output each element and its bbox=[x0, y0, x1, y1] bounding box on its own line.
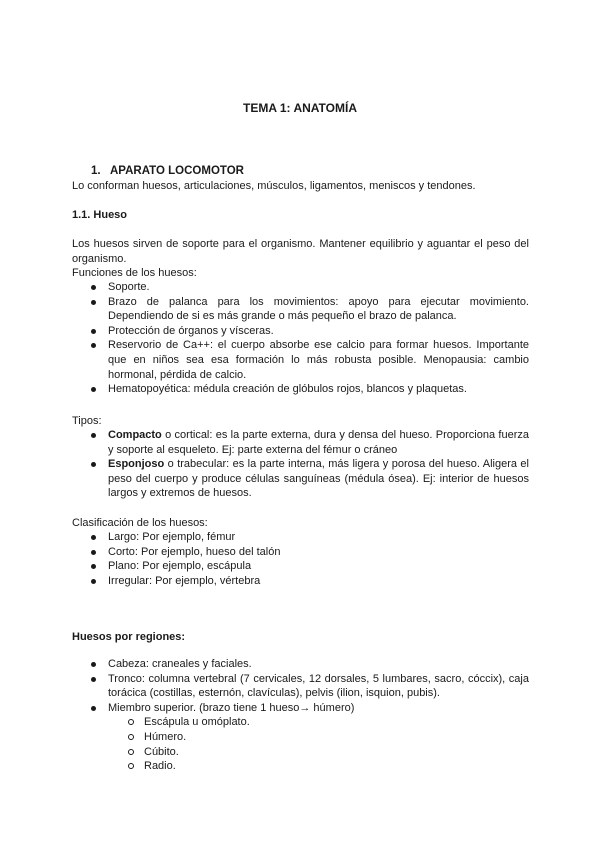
list-item bbox=[72, 701, 529, 774]
list-item bbox=[72, 428, 529, 457]
regiones-list bbox=[72, 657, 529, 774]
tipo-term: Esponjoso bbox=[108, 458, 165, 471]
sublist-item: Radio. bbox=[108, 759, 529, 774]
list-item: Plano: Por ejemplo, escápula bbox=[72, 559, 529, 574]
clasificacion-list bbox=[72, 530, 529, 588]
list-item: Largo: Por ejemplo, fémur bbox=[72, 530, 529, 545]
section-heading-text: APARATO LOCOMOTOR bbox=[110, 165, 244, 177]
list-item: Hematopoyética: médula creación de glóbulos rojos, blancos y plaquetas. bbox=[72, 382, 529, 397]
tipo-description: o cortical: es la parte externa, dura y densa del hueso. Proporciona fuerza y soporte al esqueleto. Ej: parte externa del fémur o cráneo bbox=[108, 429, 529, 456]
section-heading-aparato-locomotor bbox=[91, 164, 244, 179]
list-item: Brazo de palanca para los movimientos: apoyo para ejecutar movimiento. Dependiendo de si es más grande o más pequeño el brazo de palanca. bbox=[72, 295, 529, 324]
clasificacion-label: Clasificación de los huesos: bbox=[72, 517, 208, 529]
tipo-description: o trabecular: es la parte interna, más ligera y porosa del hueso. Aligera el peso del cuerpo y produce células sanguíneas (médula ósea). Ej: interior de huesos largos y extremos de huesos. bbox=[108, 458, 529, 500]
funciones-label: Funciones de los huesos: bbox=[72, 267, 197, 279]
hueso-paragraph: Los huesos sirven de soporte para el organismo. Mantener equilibrio y aguantar el peso del organismo. bbox=[72, 238, 529, 265]
list-item: Corto: Por ejemplo, hueso del talón bbox=[72, 545, 529, 560]
tipo-term: Compacto bbox=[108, 429, 162, 441]
funciones-list bbox=[72, 280, 529, 397]
list-item: Protección de órganos y vísceras. bbox=[72, 324, 529, 339]
list-item: Tronco: columna vertebral (7 cervicales, 12 dorsales, 5 lumbares, sacro, cóccix), caja torácica (costillas, esternón, clavículas), pelvis (ilion, isquion, pubis). bbox=[72, 672, 529, 701]
list-item: Cabeza: craneales y faciales. bbox=[72, 657, 529, 672]
miembro-superior-label: Miembro superior. (brazo tiene 1 hueso→ húmero) bbox=[108, 701, 355, 714]
sublist-item: Cúbito. bbox=[108, 745, 529, 760]
miembro-superior-sublist bbox=[108, 715, 529, 773]
section-number: 1. bbox=[91, 165, 101, 177]
sublist-item: Escápula u omóplato. bbox=[108, 715, 529, 730]
subsection-heading-hueso: 1.1. Hueso bbox=[72, 209, 128, 221]
list-item bbox=[72, 457, 529, 501]
sublist-item: Húmero. bbox=[108, 730, 529, 745]
section-intro: Lo conforman huesos, articulaciones, músculos, ligamentos, meniscos y tendones. bbox=[72, 180, 476, 192]
tipos-label: Tipos: bbox=[72, 415, 102, 427]
document-title: TEMA 1: ANATOMÍA bbox=[243, 101, 357, 115]
list-item: Irregular: Por ejemplo, vértebra bbox=[72, 574, 529, 589]
list-item: Reservorio de Ca++: el cuerpo absorbe ese calcio para formar huesos. Importante que en niños sea esa formación lo más robusta posible. Menopausia: cambio hormonal, pérdida de calcio. bbox=[72, 338, 529, 382]
tipos-list bbox=[72, 428, 529, 501]
regiones-heading: Huesos por regiones: bbox=[72, 631, 186, 643]
list-item: Soporte. bbox=[72, 280, 529, 295]
